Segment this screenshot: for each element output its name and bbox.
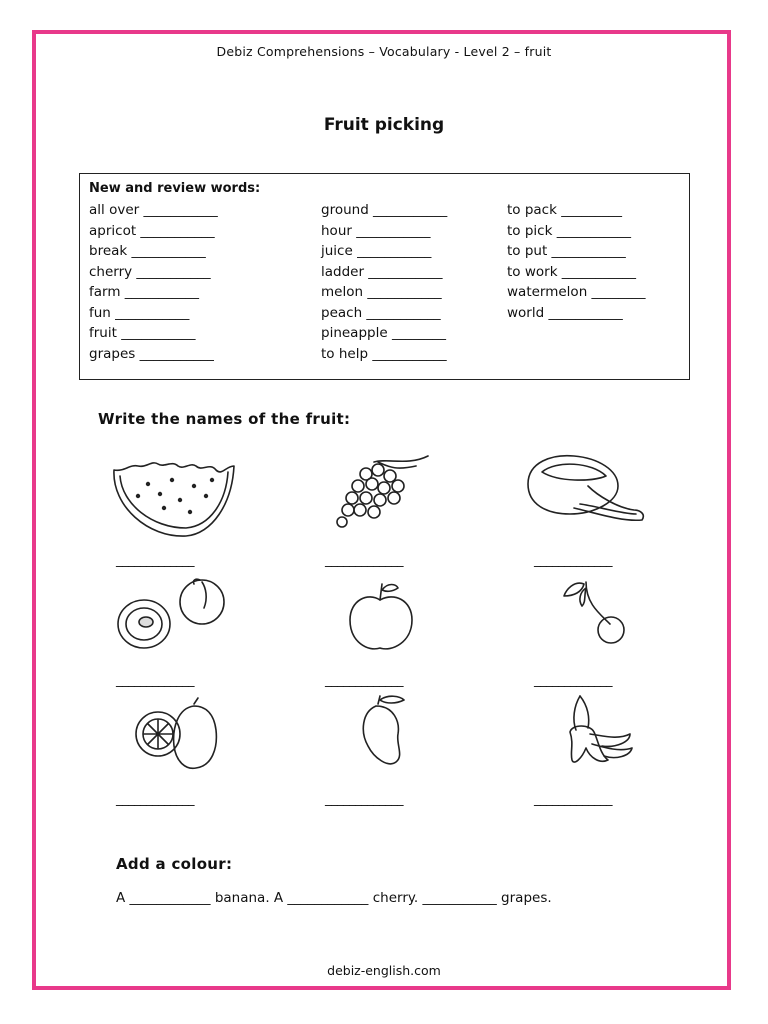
word-item: farm ___________ bbox=[89, 284, 200, 300]
word-item: pineapple ________ bbox=[321, 325, 446, 341]
kiwi-apricot-icon bbox=[110, 574, 230, 654]
word-box-heading: New and review words: bbox=[89, 181, 261, 196]
word-item: to pick ___________ bbox=[507, 222, 631, 239]
answer-blank[interactable]: _____________ bbox=[325, 673, 403, 688]
page-header: Debiz Comprehensions – Vocabulary - Level 2 – fruit bbox=[216, 44, 552, 59]
answer-blank[interactable]: _____________ bbox=[116, 792, 194, 807]
word-column-1 bbox=[89, 200, 218, 364]
word-item: to pack _________ bbox=[507, 202, 622, 218]
cherry-icon bbox=[556, 574, 636, 646]
mango-icon bbox=[352, 692, 422, 772]
grapes-icon bbox=[328, 452, 438, 532]
word-item: fun ___________ bbox=[89, 304, 190, 321]
word-item: grapes ___________ bbox=[89, 345, 214, 362]
word-item: melon ___________ bbox=[321, 284, 442, 300]
word-item: world ___________ bbox=[507, 304, 623, 321]
word-column-3 bbox=[507, 200, 646, 323]
word-item: to help ___________ bbox=[321, 345, 447, 362]
colour-sentence[interactable]: A ____________ banana. A ____________ cherry. ___________ grapes. bbox=[116, 890, 552, 906]
word-item: juice ___________ bbox=[321, 243, 432, 259]
word-item: fruit ___________ bbox=[89, 325, 196, 341]
word-item: cherry ___________ bbox=[89, 263, 211, 280]
answer-blank[interactable]: _____________ bbox=[116, 553, 194, 568]
watermelon-icon bbox=[108, 456, 238, 546]
exercise-2-title: Add a colour: bbox=[116, 855, 233, 873]
word-item: to put ___________ bbox=[507, 243, 626, 259]
answer-blank[interactable]: _____________ bbox=[116, 673, 194, 688]
word-item: to work ___________ bbox=[507, 263, 637, 280]
answer-blank[interactable]: _____________ bbox=[325, 792, 403, 807]
answer-blank[interactable]: _____________ bbox=[534, 792, 612, 807]
word-box bbox=[79, 173, 690, 380]
word-item: apricot ___________ bbox=[89, 222, 215, 239]
word-item: all over ___________ bbox=[89, 202, 218, 218]
answer-blank[interactable]: _____________ bbox=[325, 553, 403, 568]
word-item: peach ___________ bbox=[321, 304, 441, 321]
word-item: break ___________ bbox=[89, 243, 206, 259]
page-footer: debiz-english.com bbox=[327, 963, 441, 978]
apple-icon bbox=[342, 578, 422, 658]
page-title: Fruit picking bbox=[323, 115, 445, 135]
exercise-1-title: Write the names of the fruit: bbox=[98, 410, 351, 428]
answer-blank[interactable]: _____________ bbox=[534, 673, 612, 688]
banana-icon bbox=[560, 690, 640, 772]
word-item: watermelon ________ bbox=[507, 284, 646, 300]
word-item: ladder ___________ bbox=[321, 263, 443, 280]
melon-icon bbox=[522, 452, 652, 527]
word-column-2 bbox=[321, 200, 447, 364]
word-item: ground ___________ bbox=[321, 202, 448, 218]
lemon-icon bbox=[128, 694, 228, 774]
word-item: hour ___________ bbox=[321, 222, 431, 239]
answer-blank[interactable]: _____________ bbox=[534, 553, 612, 568]
